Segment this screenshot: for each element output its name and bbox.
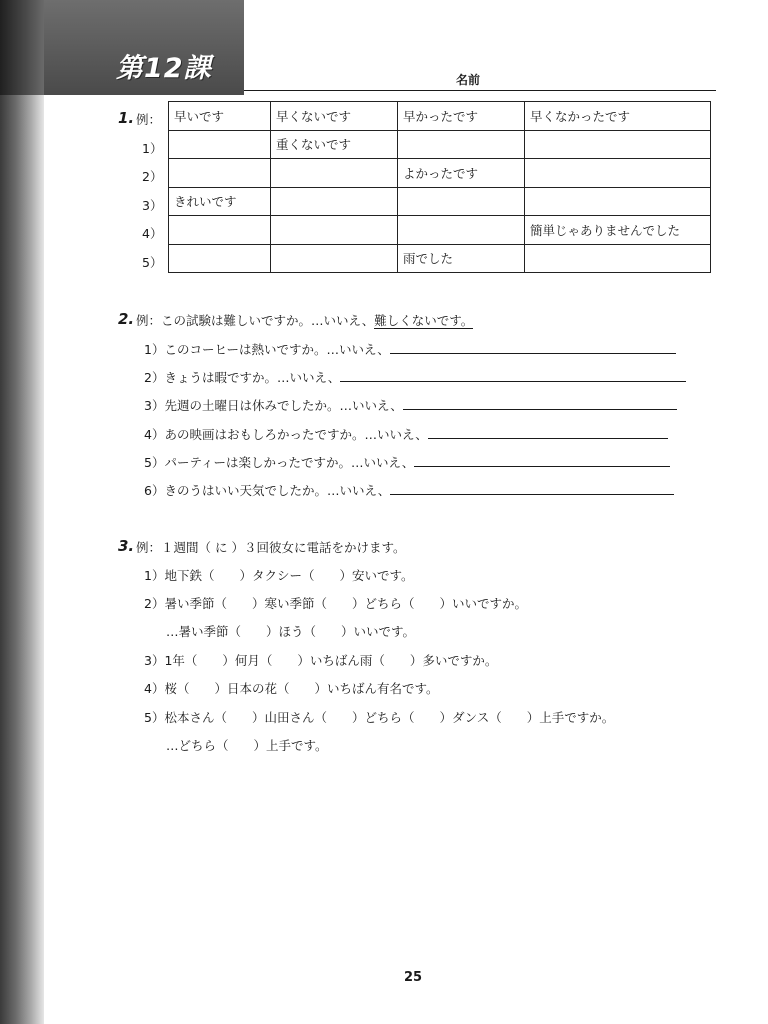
spine-top-shade — [0, 0, 44, 95]
table-cell: 早いです — [169, 102, 271, 131]
ex2-item — [144, 340, 676, 358]
page-number: 25 — [404, 970, 423, 985]
ex3-item: 4）桜（ ）日本の花（ ）いちばん有名です。 — [144, 681, 439, 696]
ex3-item: 1）地下鉄（ ）タクシー（ ）安いです。 — [144, 568, 414, 583]
answer-blank[interactable] — [403, 399, 677, 410]
table-cell — [169, 244, 271, 273]
ex3-item-answer: …どちら（ ）上手です。 — [166, 738, 328, 753]
ex2-example — [136, 311, 473, 329]
table-row — [169, 244, 711, 273]
table-cell — [271, 187, 398, 216]
ex2-item-text: 6）きのうはいい天気でしたか。…いいえ、 — [144, 483, 391, 498]
table-cell: 雨でした — [398, 244, 525, 273]
ex3-number: 3. — [118, 537, 135, 555]
ex2-item — [144, 368, 686, 386]
answer-blank[interactable] — [340, 371, 686, 382]
ex2-example-text: 例：この試験は難しいですか。…いいえ、 — [136, 313, 375, 328]
table-cell: 早くなかったです — [525, 102, 711, 131]
ex3-item: 5）松本さん（ ）山田さん（ ）どちら（ ）ダンス（ ）上手ですか。 — [144, 710, 615, 725]
table-cell — [398, 187, 525, 216]
table-row — [169, 216, 711, 245]
ex2-item — [144, 453, 670, 471]
table-cell — [525, 244, 711, 273]
lesson-title: 第12課 — [116, 53, 212, 84]
ex2-item-text: 1）このコーヒーは熱いですか。…いいえ、 — [144, 342, 390, 357]
ex3-item-answer: …暑い季節（ ）ほう（ ）いいです。 — [166, 624, 416, 639]
ex2-number: 2. — [118, 310, 135, 328]
ex1-row-label: 3） — [142, 198, 163, 213]
table-cell — [169, 130, 271, 159]
table-cell — [398, 130, 525, 159]
table-cell — [398, 216, 525, 245]
table-cell — [169, 216, 271, 245]
table-cell: 重くないです — [271, 130, 398, 159]
ex2-item-text: 3）先週の土曜日は休みでしたか。…いいえ、 — [144, 398, 403, 413]
ex1-example-label: 例： — [136, 112, 162, 127]
ex2-item-text: 5）パーティーは楽しかったですか。…いいえ、 — [144, 455, 415, 470]
table-cell: 早くないです — [271, 102, 398, 131]
ex1-row-label: 2） — [142, 169, 163, 184]
table-cell — [169, 159, 271, 188]
answer-blank[interactable] — [390, 343, 676, 354]
table-row — [169, 159, 711, 188]
table-row — [169, 187, 711, 216]
ex1-number: 1. — [118, 109, 135, 127]
table-cell: きれいです — [169, 187, 271, 216]
answer-blank[interactable] — [390, 484, 674, 495]
table-cell: 早かったです — [398, 102, 525, 131]
ex3-item: 3）1年（ ）何月（ ）いちばん雨（ ）多いですか。 — [144, 653, 498, 668]
answer-blank[interactable] — [414, 456, 670, 467]
table-cell — [525, 159, 711, 188]
name-underline — [244, 90, 716, 91]
ex1-row-label: 4） — [142, 226, 163, 241]
ex3-item: 2）暑い季節（ ）寒い季節（ ）どちら（ ）いいですか。 — [144, 596, 527, 611]
table-cell — [271, 244, 398, 273]
ex2-item — [144, 481, 674, 499]
name-label: 名前 — [456, 73, 481, 87]
table-row — [169, 102, 711, 131]
ex2-item-text: 2）きょうは暇ですか。…いいえ、 — [144, 370, 341, 385]
ex2-item-text: 4）あの映画はおもしろかったですか。…いいえ、 — [144, 427, 428, 442]
book-spine-shadow — [0, 0, 44, 1024]
table-row — [169, 130, 711, 159]
table-cell: 簡単じゃありませんでした — [525, 216, 711, 245]
ex1-row-label: 1） — [142, 141, 163, 156]
ex2-item — [144, 396, 677, 414]
table-cell — [525, 130, 711, 159]
ex1-row-label: 5） — [142, 255, 163, 270]
table-cell — [271, 159, 398, 188]
ex2-example-answer: 難しくないです。 — [374, 313, 474, 328]
ex3-example: 例：１週間（ に ）３回彼女に電話をかけます。 — [136, 540, 406, 555]
table-cell — [525, 187, 711, 216]
table-cell — [271, 216, 398, 245]
ex2-item — [144, 425, 668, 443]
table-cell: よかったです — [398, 159, 525, 188]
conjugation-table — [168, 101, 711, 273]
answer-blank[interactable] — [428, 428, 668, 439]
